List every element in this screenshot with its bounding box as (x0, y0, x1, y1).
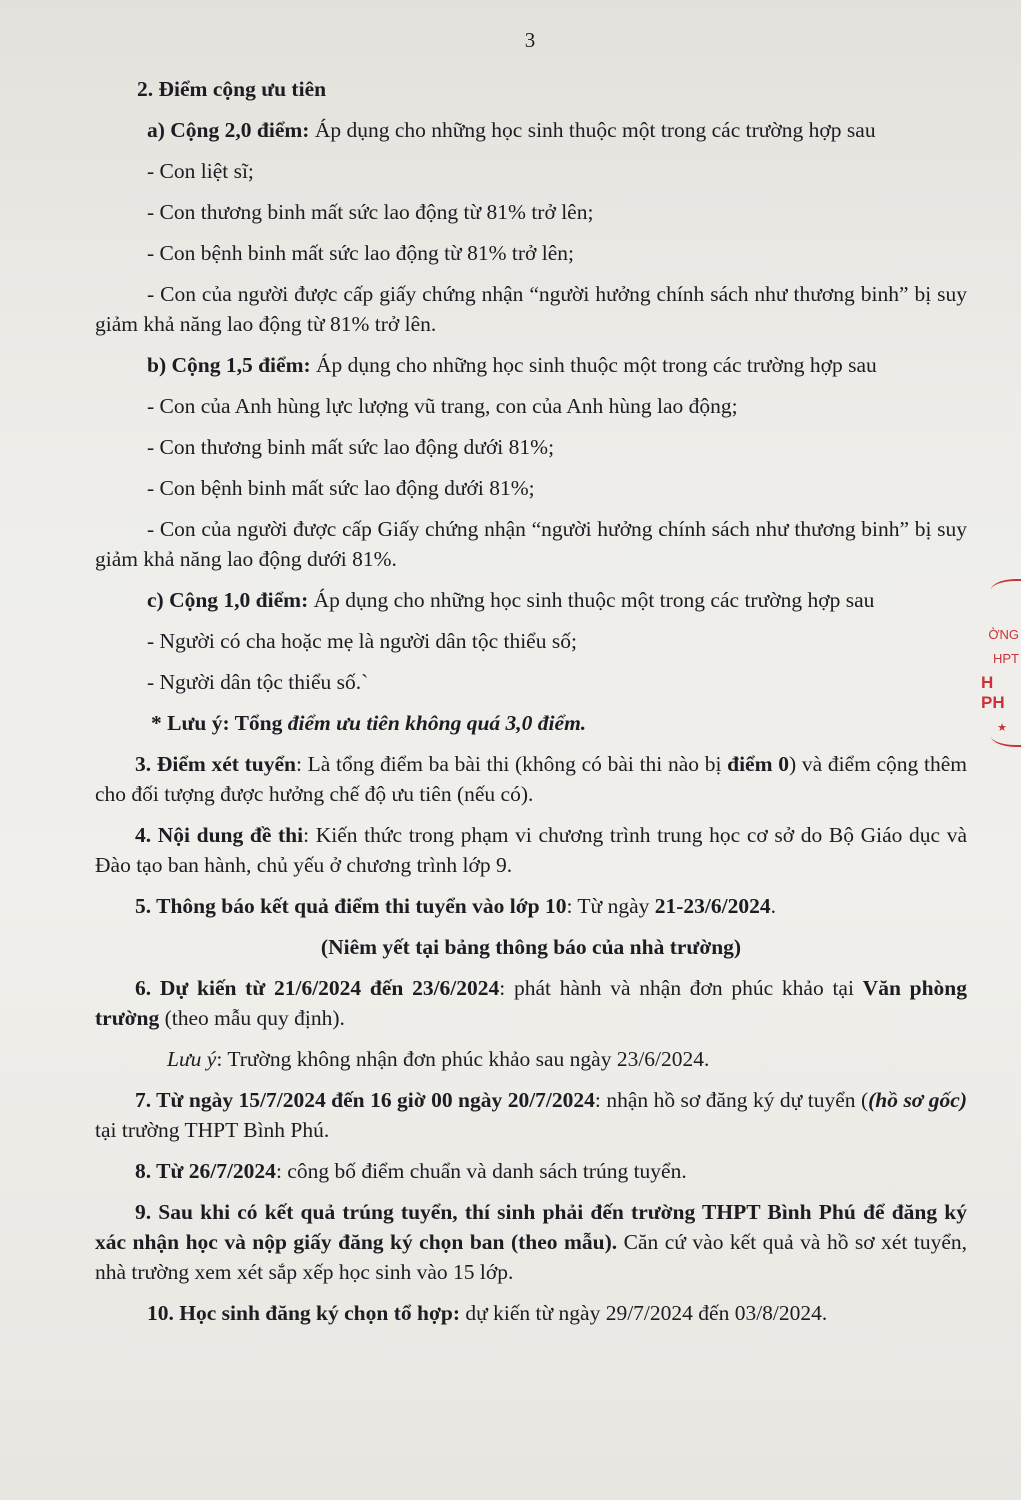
section-6-note (95, 1044, 967, 1074)
section-4 (95, 820, 967, 880)
section-7-text: : nhận hồ sơ đăng ký dự tuyển ( (594, 1088, 869, 1112)
list-item: - Con của người được cấp giấy chứng nhận “người hưởng chính sách như thương binh” bị suy giảm khả năng lao động từ 81% trở lên. (95, 282, 967, 336)
section-2-heading: 2. Điểm cộng ưu tiên (137, 77, 327, 101)
section-8 (95, 1156, 967, 1186)
section-5-notice: (Niêm yết tại bảng thông báo của nhà trường) (320, 935, 742, 959)
list-item: - Con thương binh mất sức lao động từ 81% trở lên; (147, 200, 594, 224)
section-2c (95, 585, 967, 615)
section-6-note-label: Lưu ý (167, 1047, 217, 1071)
section-9-text: Căn cứ vào kết quả và hồ sơ xét tuyển, nhà trường xem xét sắp xếp học sinh vào 15 lớp. (95, 1230, 967, 1284)
list-item: - Người dân tộc thiểu số.` (147, 670, 369, 694)
stamp-arc-bottom (991, 725, 1021, 747)
section-10 (95, 1298, 967, 1328)
stamp-text-2: HPT (993, 651, 1019, 666)
section-6-note-text: : Trường không nhận đơn phúc khảo sau ngày 23/6/2024. (216, 1047, 710, 1071)
section-3-text-2: ) và điểm cộng thêm cho đối tượng được hưởng chế độ ưu tiên (nếu có). (95, 752, 967, 806)
section-6-office: Văn phòng trường (95, 976, 968, 1030)
list-item: - Con bệnh binh mất sức lao động dưới 81%; (147, 476, 535, 500)
stamp-text-3: H PH (981, 673, 1005, 712)
section-2b (95, 350, 967, 380)
section-2a (95, 115, 967, 145)
document-body (95, 74, 967, 1339)
section-9-label: 9. Sau khi có kết quả trúng tuyển, thí sinh phải đến trường THPT Bình Phú để đăng ký xác nhận học và nộp giấy đăng ký chọn ban (theo mẫu). (95, 1200, 967, 1254)
section-8-label: 8. Từ 26/7/2024 (135, 1159, 276, 1183)
section-5-date: 21-23/6/2024 (654, 894, 771, 918)
section-3-bold: điểm 0 (727, 752, 789, 776)
section-5-end: . (770, 894, 776, 918)
section-7-original: (hồ sơ gốc) (868, 1088, 967, 1112)
section-7-text-2: tại trường THPT Bình Phú. (95, 1118, 330, 1142)
section-5-label: 5. Thông báo kết quả điểm thi tuyển vào lớp 10 (135, 894, 567, 918)
section-5-text: : Từ ngày (566, 894, 655, 918)
priority-note-italic: điểm ưu tiên không quá 3,0 điểm. (287, 711, 587, 735)
section-6-text: : phát hành và nhận đơn phúc khảo tại (499, 976, 863, 1000)
section-3-text: : Là tổng điểm ba bài thi (không có bài thi nào bị (296, 752, 728, 776)
list-item: - Con bệnh binh mất sức lao động từ 81% trở lên; (147, 241, 574, 265)
section-3-label: 3. Điểm xét tuyển (135, 752, 296, 776)
section-7 (95, 1085, 967, 1145)
section-10-text: dự kiến từ ngày 29/7/2024 đến 03/8/2024. (460, 1301, 828, 1325)
list-item: - Con liệt sĩ; (147, 159, 254, 183)
section-2b-text: Áp dụng cho những học sinh thuộc một trong các trường hợp sau (310, 353, 877, 377)
section-10-label: 10. Học sinh đăng ký chọn tổ hợp: (147, 1301, 460, 1325)
section-2a-text: Áp dụng cho những học sinh thuộc một trong các trường hợp sau (309, 118, 876, 142)
stamp-text-1: ỜNG (988, 627, 1019, 642)
section-3 (95, 749, 967, 809)
section-8-text: : công bố điểm chuẩn và danh sách trúng tuyển. (275, 1159, 687, 1183)
star-icon: ★ (997, 722, 1007, 734)
priority-note (95, 708, 967, 738)
list-item: - Người có cha hoặc mẹ là người dân tộc thiểu số; (147, 629, 577, 653)
stamp-arc-top (991, 579, 1021, 601)
section-9 (95, 1197, 967, 1287)
list-item: - Con thương binh mất sức lao động dưới 81%; (147, 435, 555, 459)
page-number: 3 (524, 28, 536, 52)
list-item: - Con của người được cấp Giấy chứng nhận “người hưởng chính sách như thương binh” bị suy giảm khả năng lao động dưới 81%. (95, 517, 967, 571)
section-6-label: 6. Dự kiến từ 21/6/2024 đến 23/6/2024 (135, 976, 500, 1000)
school-stamp (981, 575, 1021, 755)
section-2a-label: a) Cộng 2,0 điểm: (147, 118, 310, 142)
section-6 (95, 973, 967, 1033)
section-4-text: : Kiến thức trong phạm vi chương trình trung học cơ sở do Bộ Giáo dục và Đào tạo ban hành, chủ yếu ở chương trình lớp 9. (95, 823, 967, 877)
section-5 (95, 891, 967, 921)
section-4-label: 4. Nội dung đề thi (135, 823, 304, 847)
section-6-text-2: (theo mẫu quy định). (159, 1006, 345, 1030)
section-7-label: 7. Từ ngày 15/7/2024 đến 16 giờ 00 ngày 20/7/2024 (135, 1088, 595, 1112)
section-2c-label: c) Cộng 1,0 điểm: (147, 588, 309, 612)
section-2b-label: b) Cộng 1,5 điểm: (147, 353, 311, 377)
priority-note-bold: * Lưu ý: Tổng (151, 711, 288, 735)
section-2c-text: Áp dụng cho những học sinh thuộc một trong các trường hợp sau (308, 588, 875, 612)
list-item: - Con của Anh hùng lực lượng vũ trang, con của Anh hùng lao động; (147, 394, 738, 418)
